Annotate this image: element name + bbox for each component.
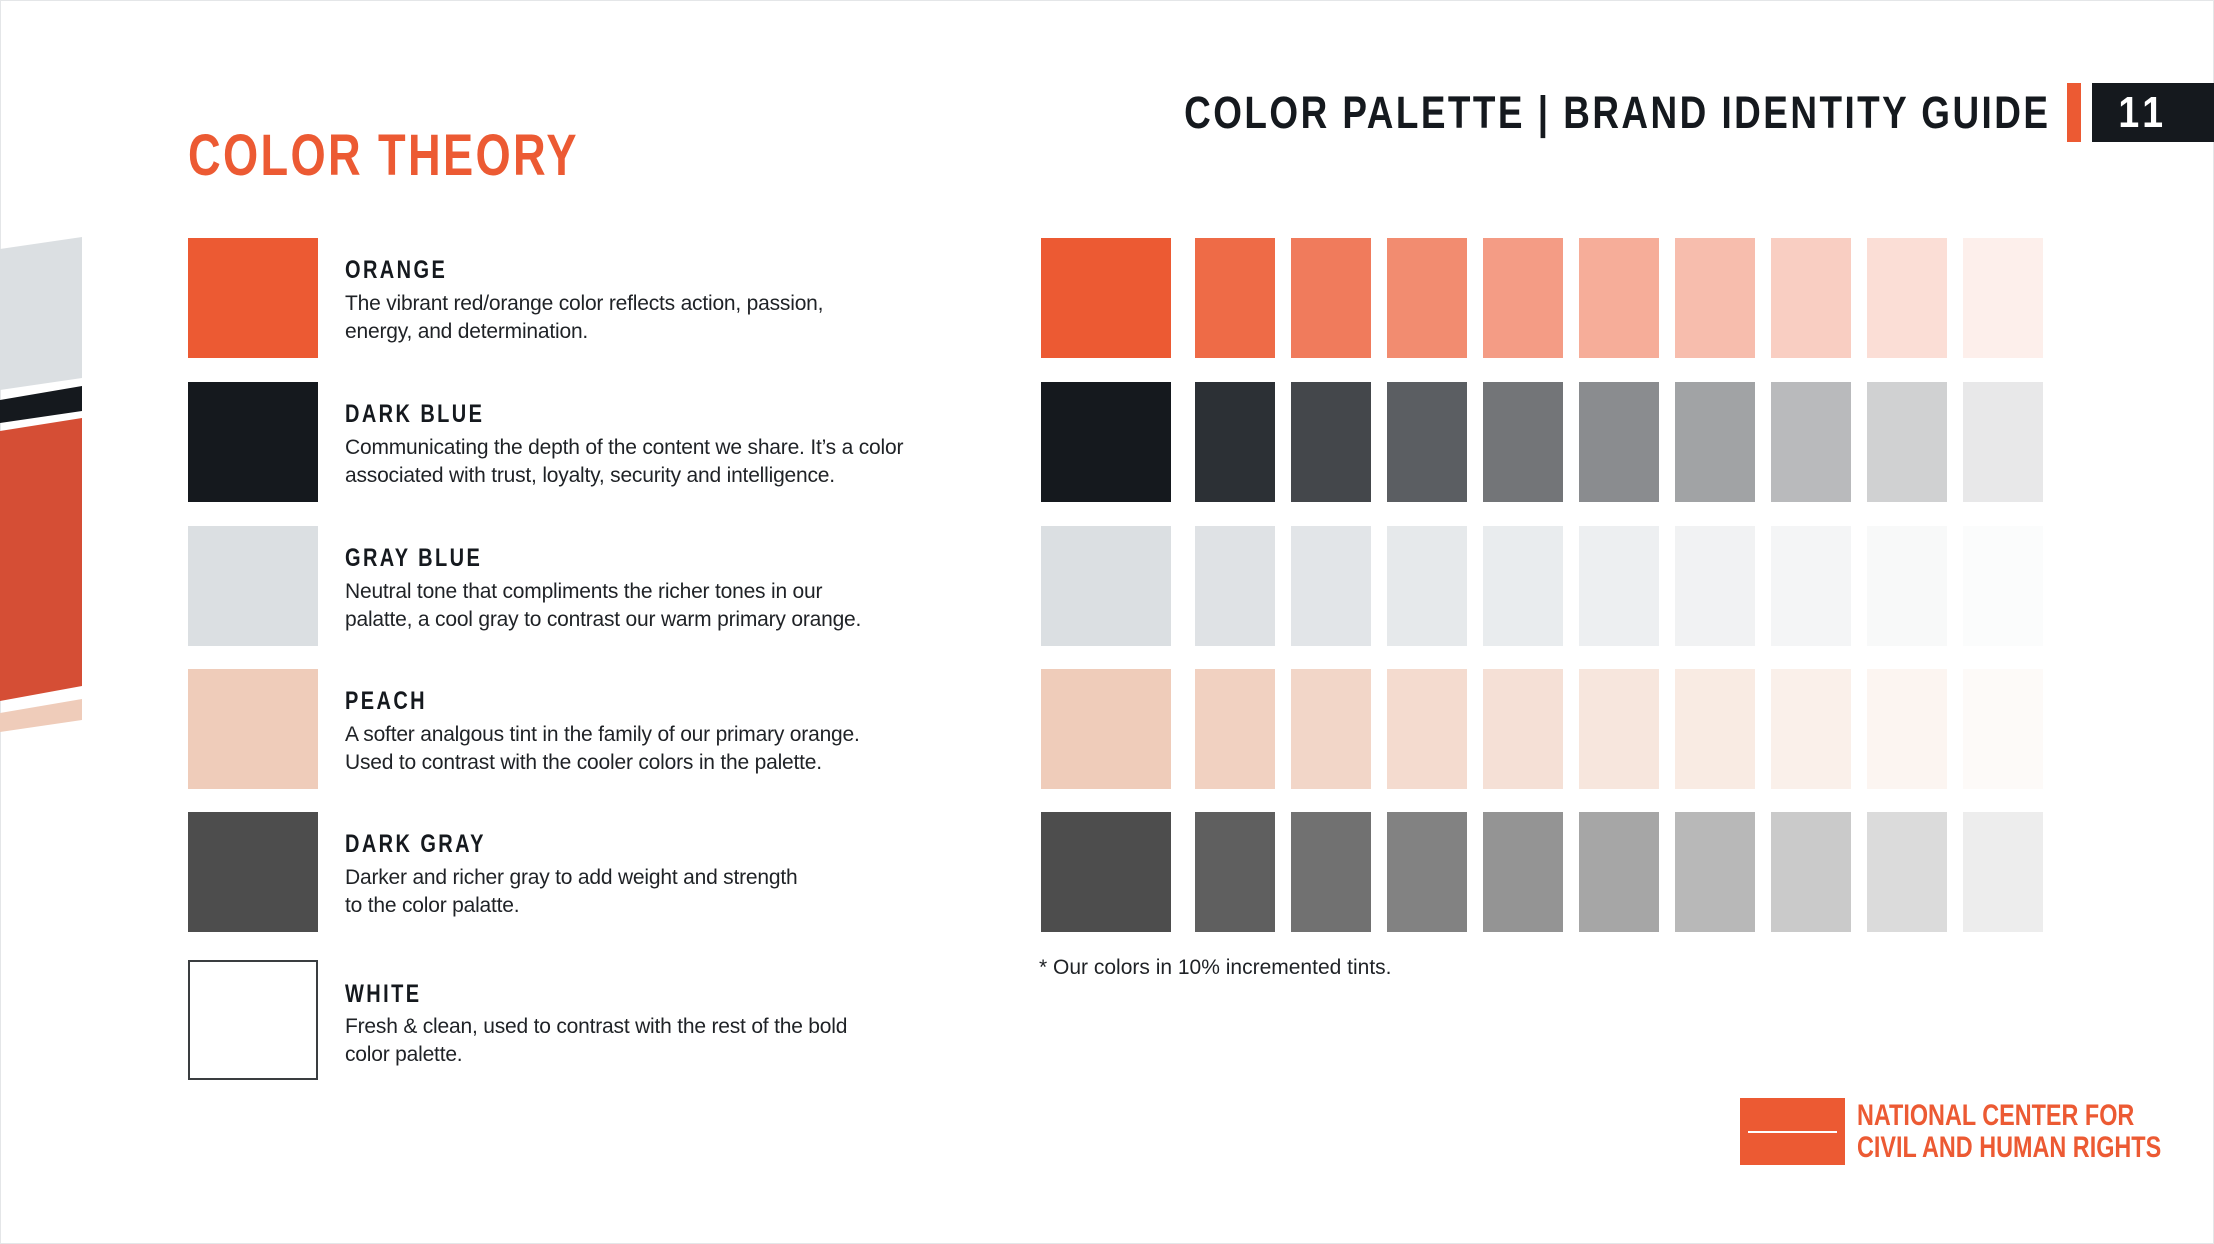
color-name: DARK BLUE: [345, 400, 485, 428]
tint-base-swatch: [1041, 669, 1171, 789]
description-line: Communicating the depth of the content we share. It’s a color: [345, 436, 904, 459]
tint-row: [1041, 812, 2045, 932]
color-swatch: [188, 812, 318, 932]
color-item-dark-blue: [188, 382, 988, 504]
tint-grid: [1041, 238, 2045, 934]
color-name: ORANGE: [345, 256, 448, 284]
logo-line-2: CIVIL AND HUMAN RIGHTS: [1857, 1131, 2162, 1164]
color-description: [345, 864, 995, 920]
tint-swatch: [1387, 526, 1467, 646]
tint-swatch: [1963, 238, 2043, 358]
tint-swatch: [1387, 382, 1467, 502]
description-line: palatte, a cool gray to contrast our warm primary orange.: [345, 608, 862, 631]
tint-swatch: [1195, 812, 1275, 932]
color-name: WHITE: [345, 980, 422, 1008]
tint-swatch: [1771, 812, 1851, 932]
tint-swatch: [1387, 812, 1467, 932]
color-name: DARK GRAY: [345, 830, 486, 858]
tint-row: [1041, 669, 2045, 789]
tint-swatch: [1483, 669, 1563, 789]
tint-swatch: [1579, 669, 1659, 789]
tint-swatch: [1867, 669, 1947, 789]
page-number-box: [2092, 83, 2214, 142]
color-item-gray-blue: [188, 526, 988, 648]
tint-swatch: [1675, 238, 1755, 358]
tint-swatch: [1771, 669, 1851, 789]
description-line: color palette.: [345, 1043, 463, 1066]
tint-swatch: [1195, 669, 1275, 789]
logo-mark-line: [1748, 1131, 1837, 1133]
color-description: [345, 1013, 995, 1069]
color-item-peach: [188, 669, 988, 791]
tint-swatch: [1483, 526, 1563, 646]
description-line: Fresh & clean, used to contrast with the rest of the bold: [345, 1015, 848, 1038]
color-description: [345, 434, 995, 490]
tint-swatch: [1387, 669, 1467, 789]
color-description: [345, 721, 995, 777]
tint-swatch: [1291, 669, 1371, 789]
tint-swatch: [1579, 526, 1659, 646]
tint-swatch: [1387, 238, 1467, 358]
description-line: associated with trust, loyalty, security and intelligence.: [345, 464, 835, 487]
color-swatch: [188, 382, 318, 502]
tint-swatch: [1483, 812, 1563, 932]
tint-swatch: [1291, 526, 1371, 646]
color-name: GRAY BLUE: [345, 544, 483, 572]
description-line: to the color palatte.: [345, 894, 520, 917]
color-item-dark-gray: [188, 812, 988, 934]
tint-swatch: [1291, 812, 1371, 932]
tint-base-swatch: [1041, 382, 1171, 502]
tint-row: [1041, 238, 2045, 358]
description-line: Darker and richer gray to add weight and strength: [345, 866, 798, 889]
color-description: [345, 290, 995, 346]
tint-swatch: [1675, 526, 1755, 646]
color-swatch: [188, 526, 318, 646]
color-swatch: [188, 238, 318, 358]
tint-base-swatch: [1041, 238, 1171, 358]
color-item-white: [188, 960, 988, 1082]
tint-swatch: [1579, 382, 1659, 502]
tint-base-swatch: [1041, 526, 1171, 646]
color-list: [0, 0, 1000, 1100]
tint-swatch: [1675, 669, 1755, 789]
logo-wordmark: [1857, 1100, 2161, 1164]
section-title: COLOR THEORY: [188, 123, 579, 188]
logo-line-1: NATIONAL CENTER FOR: [1857, 1099, 2135, 1132]
tint-swatch: [1195, 238, 1275, 358]
tint-swatch: [1963, 812, 2043, 932]
tint-swatch: [1291, 238, 1371, 358]
tint-swatch: [1771, 238, 1851, 358]
page-number: 11: [2118, 87, 2168, 137]
description-line: A softer analgous tint in the family of our primary orange.: [345, 723, 860, 746]
tint-swatch: [1579, 238, 1659, 358]
tints-footnote: * Our colors in 10% incremented tints.: [1039, 956, 1392, 979]
tint-swatch: [1483, 382, 1563, 502]
color-swatch: [188, 669, 318, 789]
tint-swatch: [1771, 526, 1851, 646]
description-line: energy, and determination.: [345, 320, 589, 343]
color-description: [345, 578, 995, 634]
tint-swatch: [1963, 669, 2043, 789]
description-line: Used to contrast with the cooler colors in the palette.: [345, 751, 822, 774]
header-accent-bar: [2067, 83, 2081, 142]
tint-swatch: [1675, 382, 1755, 502]
tint-swatch: [1195, 526, 1275, 646]
tint-swatch: [1195, 382, 1275, 502]
tint-row: [1041, 382, 2045, 502]
header-title: COLOR PALETTE | BRAND IDENTITY GUIDE: [1183, 87, 2050, 138]
description-line: The vibrant red/orange color reflects action, passion,: [345, 292, 824, 315]
tint-swatch: [1483, 238, 1563, 358]
tint-swatch: [1963, 382, 2043, 502]
color-name: PEACH: [345, 687, 428, 715]
tint-swatch: [1867, 812, 1947, 932]
tint-swatch: [1867, 526, 1947, 646]
tint-swatch: [1579, 812, 1659, 932]
color-item-orange: [188, 238, 988, 360]
tint-swatch: [1963, 526, 2043, 646]
tint-swatch: [1675, 812, 1755, 932]
description-line: Neutral tone that compliments the richer tones in our: [345, 580, 823, 603]
tint-swatch: [1291, 382, 1371, 502]
color-swatch: [188, 960, 318, 1080]
tint-base-swatch: [1041, 812, 1171, 932]
tint-row: [1041, 526, 2045, 646]
tint-swatch: [1771, 382, 1851, 502]
tint-swatch: [1867, 382, 1947, 502]
tint-swatch: [1867, 238, 1947, 358]
logo-mark: [1740, 1098, 1845, 1165]
